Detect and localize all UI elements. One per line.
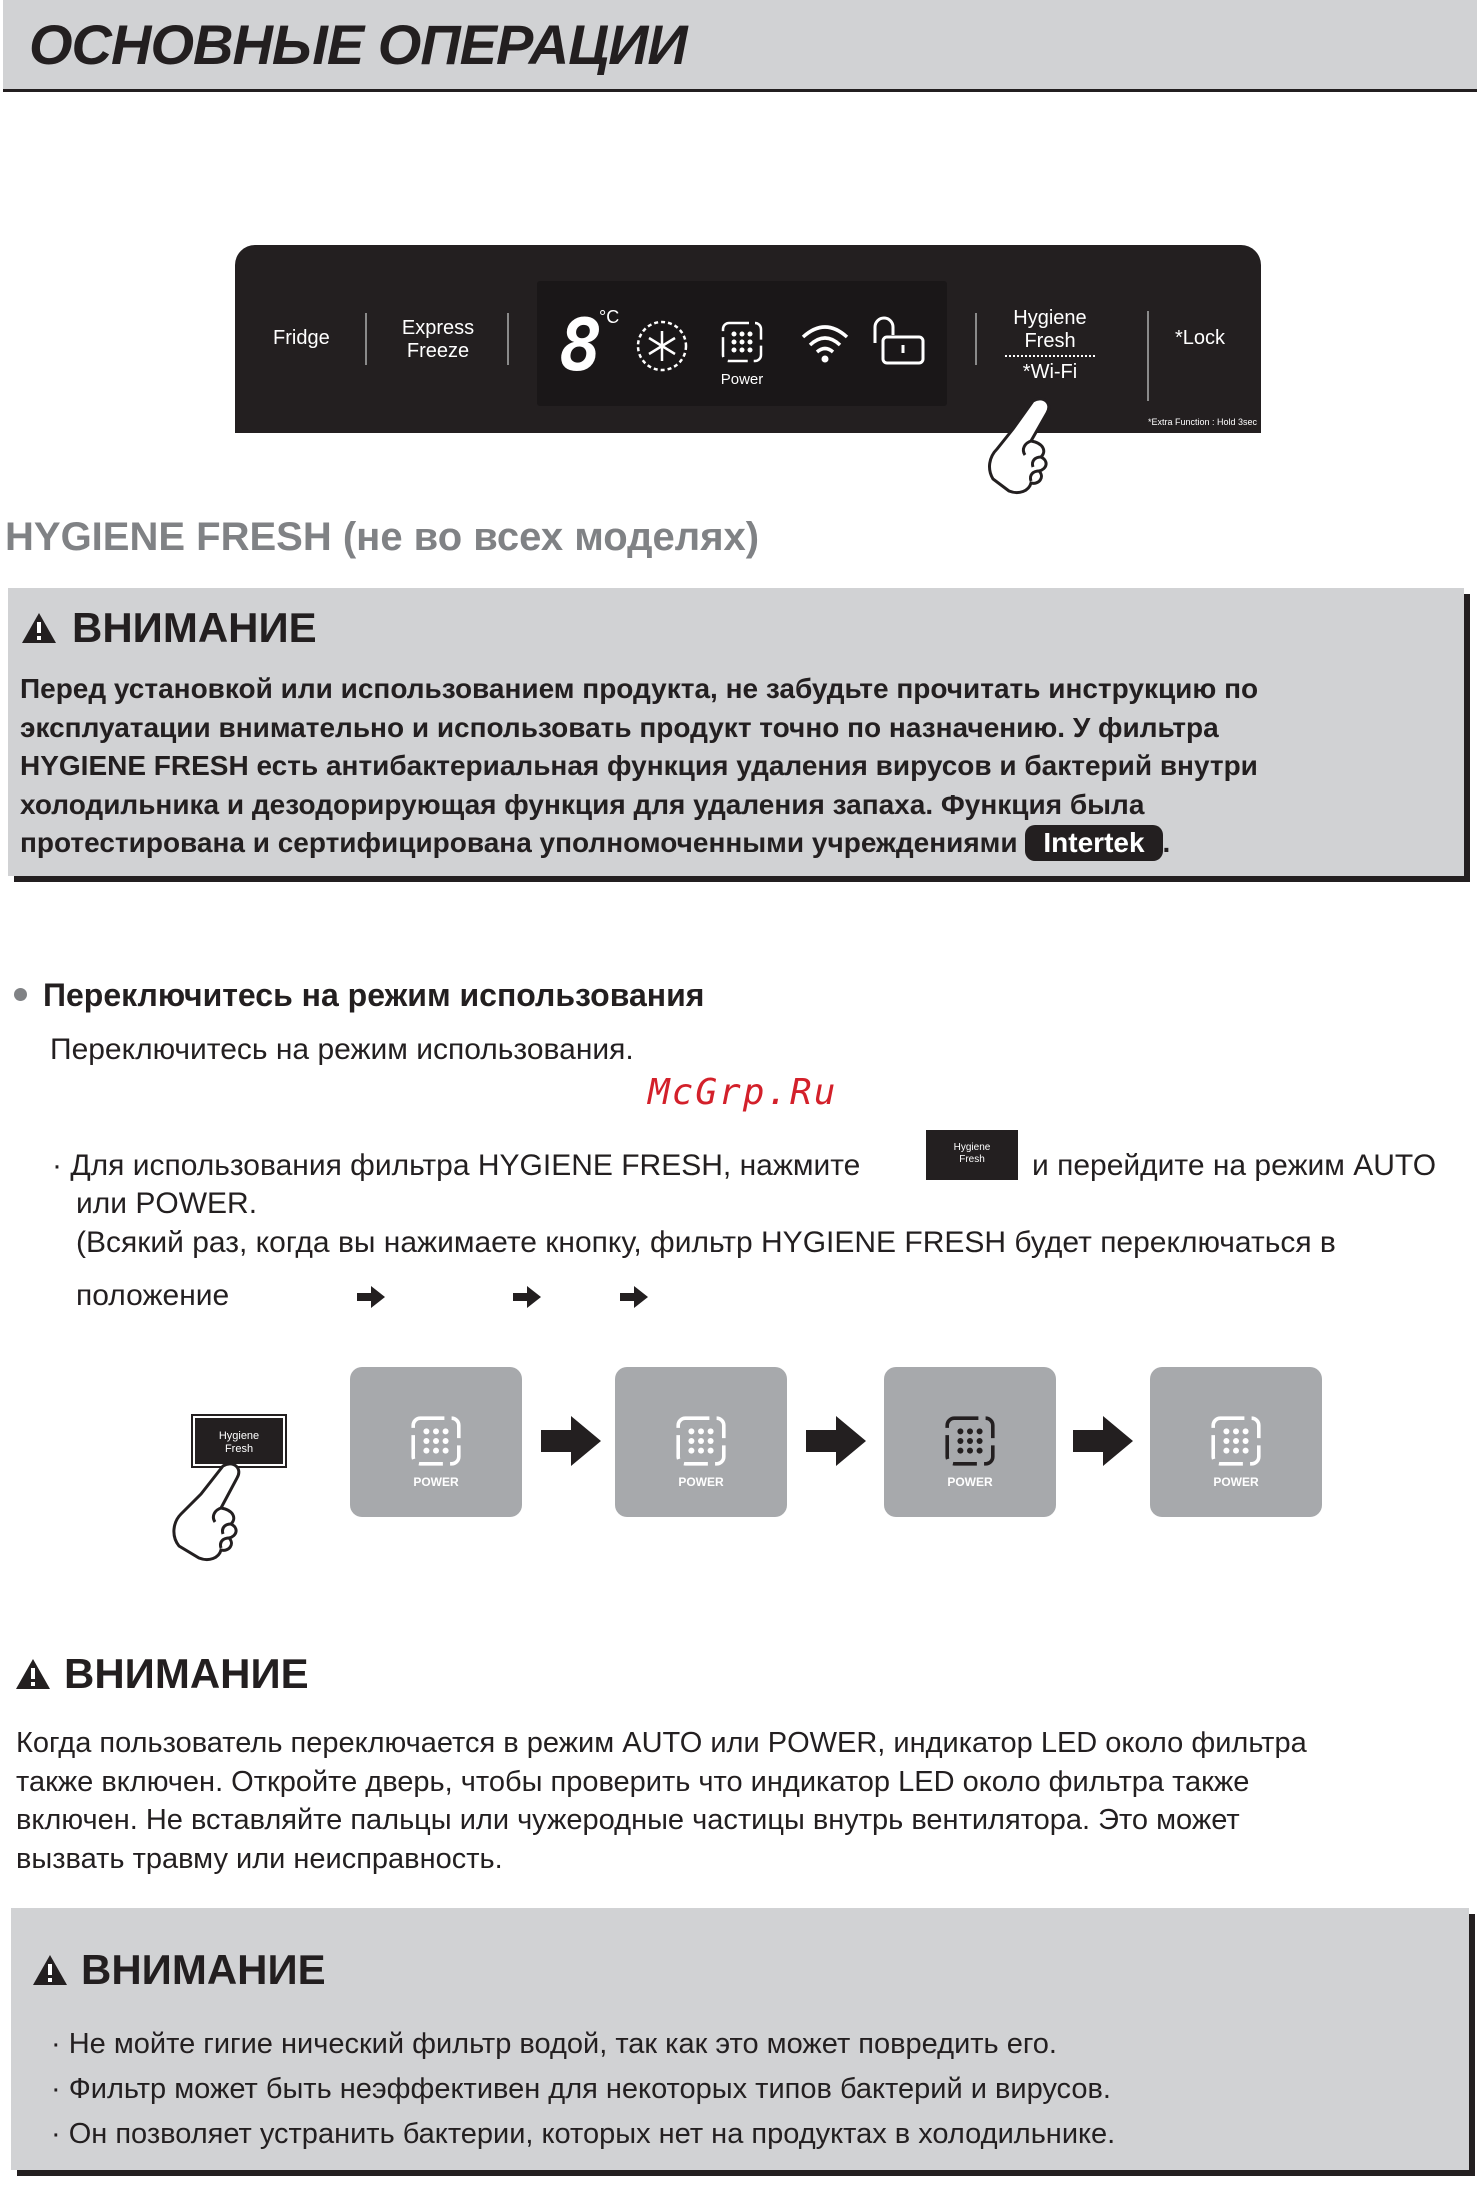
caution-heading-text: ВНИМАНИЕ	[81, 1946, 326, 1993]
lock-button[interactable]: *Lock	[1174, 327, 1226, 349]
caution-item-text: Он позволяет устранить бактерии, которых нет на продуктах в холодильнике.	[68, 2118, 1116, 2150]
express-label: Express	[401, 317, 475, 339]
power-filter-icon	[406, 1411, 466, 1471]
caution-line: включен. Не вставляйте пальцы или чужеродные частицы внутрь вентилятора. Это может	[16, 1804, 1240, 1836]
button-label: Fresh	[224, 1443, 254, 1455]
caution-box	[8, 588, 1464, 876]
caution-heading	[14, 1650, 309, 1698]
caution-line-last	[20, 824, 1460, 863]
tile-label: POWER	[947, 1475, 993, 1489]
button-label: Hygiene	[218, 1430, 260, 1442]
header-bar	[3, 0, 1477, 92]
pointing-hand-icon	[985, 395, 1063, 500]
temperature-digit: 8	[559, 303, 603, 387]
arrow-right-icon	[1073, 1416, 1133, 1466]
express-freeze-button[interactable]	[393, 317, 483, 363]
power-label: Power	[720, 371, 764, 388]
warning-icon	[31, 1953, 69, 1987]
arrow-right-icon	[620, 1286, 648, 1308]
tile-label: POWER	[678, 1475, 724, 1489]
caution-list-item: · Фильтр может быть неэффективен для некоторых типов бактерий и вирусов.	[51, 2073, 1111, 2105]
mode-heading-text: Переключитесь на режим использования	[43, 977, 705, 1013]
degree-unit: °C	[599, 307, 620, 327]
caution-box	[11, 1908, 1469, 2170]
tile-label: POWER	[413, 1475, 459, 1489]
wifi-icon	[799, 321, 851, 365]
watermark: McGrp.Ru	[648, 1072, 838, 1113]
step-text: и перейдите на режим AUTO	[1032, 1149, 1437, 1182]
caution-line: эксплуатации внимательно и использовать продукт точно по назначению. У фильтра	[20, 711, 1219, 743]
divider	[365, 313, 367, 365]
caution-line: протестирована и сертифицирована уполномоченными учреждениями	[20, 827, 1018, 858]
hygiene-label: Hygiene	[1013, 307, 1087, 329]
mode-heading	[14, 977, 704, 1014]
power-filter-icon	[671, 1411, 731, 1471]
arrow-right-icon	[541, 1416, 601, 1466]
warning-icon	[14, 1657, 52, 1691]
caution-text	[16, 1724, 1466, 1878]
mode-tile	[350, 1367, 522, 1517]
caution-item-text: Не мойте гигие нический фильтр водой, так как это может повредить его.	[68, 2028, 1057, 2060]
unlock-icon	[867, 313, 929, 367]
caution-item-text: Фильтр может быть неэффективен для некоторых типов бактерий и вирусов.	[68, 2073, 1111, 2105]
caution-line: Перед установкой или использованием продукта, не забудьте прочитать инструкцию по	[20, 673, 1259, 704]
power-filter-icon	[1206, 1411, 1266, 1471]
warning-icon	[20, 611, 58, 645]
caution-text	[20, 670, 1460, 863]
arrow-right-icon	[806, 1416, 866, 1466]
extra-function-note: *Extra Function : Hold 3sec	[1147, 417, 1257, 427]
caution-line: HYGIENE FRESH есть антибактериальная функция удаления вирусов и бактерий внутри	[20, 750, 1258, 781]
caution-line: Когда пользователь переключается в режим AUTO или POWER, индикатор LED около фильтра	[16, 1727, 1307, 1759]
page-title: ОСНОВНЫЕ ОПЕРАЦИИ	[29, 13, 687, 76]
hygiene-fresh-button-illustration	[193, 1416, 285, 1466]
caution-heading	[31, 1946, 326, 1994]
intertek-badge: Intertek	[1025, 825, 1162, 861]
caution-heading-text: ВНИМАНИЕ	[72, 604, 317, 651]
mode-tile	[884, 1367, 1056, 1517]
step-text: положение	[76, 1279, 230, 1312]
wifi-label: *Wi-Fi	[1022, 361, 1078, 383]
mode-intro: Переключитесь на режим использования.	[50, 1033, 634, 1066]
caution-line: также включен. Откройте дверь, чтобы проверить что индикатор LED около фильтра также	[16, 1765, 1250, 1798]
express-freeze-icon	[635, 319, 689, 373]
fresh-label: Fresh	[1005, 330, 1095, 357]
button-label: Hygiene	[953, 1142, 991, 1153]
fridge-button[interactable]: Fridge	[273, 327, 330, 349]
step-text: Для использования фильтра HYGIENE FRESH, нажмите	[70, 1149, 861, 1182]
display-area	[537, 281, 947, 406]
caution-line: холодильника и дезодорирующая функция для удаления запаха. Функция была	[20, 788, 1145, 820]
control-panel	[235, 245, 1261, 433]
step-text: или POWER.	[76, 1187, 258, 1220]
section-title: HYGIENE FRESH (не во всех моделях)	[5, 515, 760, 559]
mode-tile	[1150, 1367, 1322, 1517]
hygiene-fresh-inline-button	[926, 1130, 1018, 1180]
button-label: Fresh	[959, 1154, 985, 1165]
power-filter-icon	[717, 317, 767, 367]
freeze-label: Freeze	[406, 340, 470, 362]
caution-list-item: · Не мойте гигие нический фильтр водой, так как это может повредить его.	[51, 2028, 1057, 2060]
power-filter-icon	[940, 1411, 1000, 1471]
caution-heading-text: ВНИМАНИЕ	[64, 1650, 309, 1697]
divider	[975, 313, 977, 365]
caution-line: вызвать травму или неисправность.	[16, 1842, 503, 1875]
period: .	[1162, 827, 1171, 858]
caution-list-item: · Он позволяет устранить бактерии, которых нет на продуктах в холодильнике.	[51, 2118, 1116, 2150]
tile-label: POWER	[1213, 1475, 1259, 1489]
caution-heading	[20, 604, 317, 652]
arrow-right-icon	[357, 1286, 385, 1308]
divider	[1147, 311, 1149, 401]
bullet-dot	[14, 988, 27, 1001]
arrow-right-icon	[513, 1286, 541, 1308]
step-text: (Всякий раз, когда вы нажимаете кнопку, фильтр HYGIENE FRESH будет переключаться в	[76, 1226, 1336, 1259]
mode-tile	[615, 1367, 787, 1517]
pointing-hand-icon	[165, 1460, 255, 1570]
divider	[507, 313, 509, 365]
step-line: · Для использования фильтра HYGIENE FRESH, нажмите	[52, 1149, 861, 1182]
hygiene-fresh-button[interactable]	[1005, 307, 1095, 384]
